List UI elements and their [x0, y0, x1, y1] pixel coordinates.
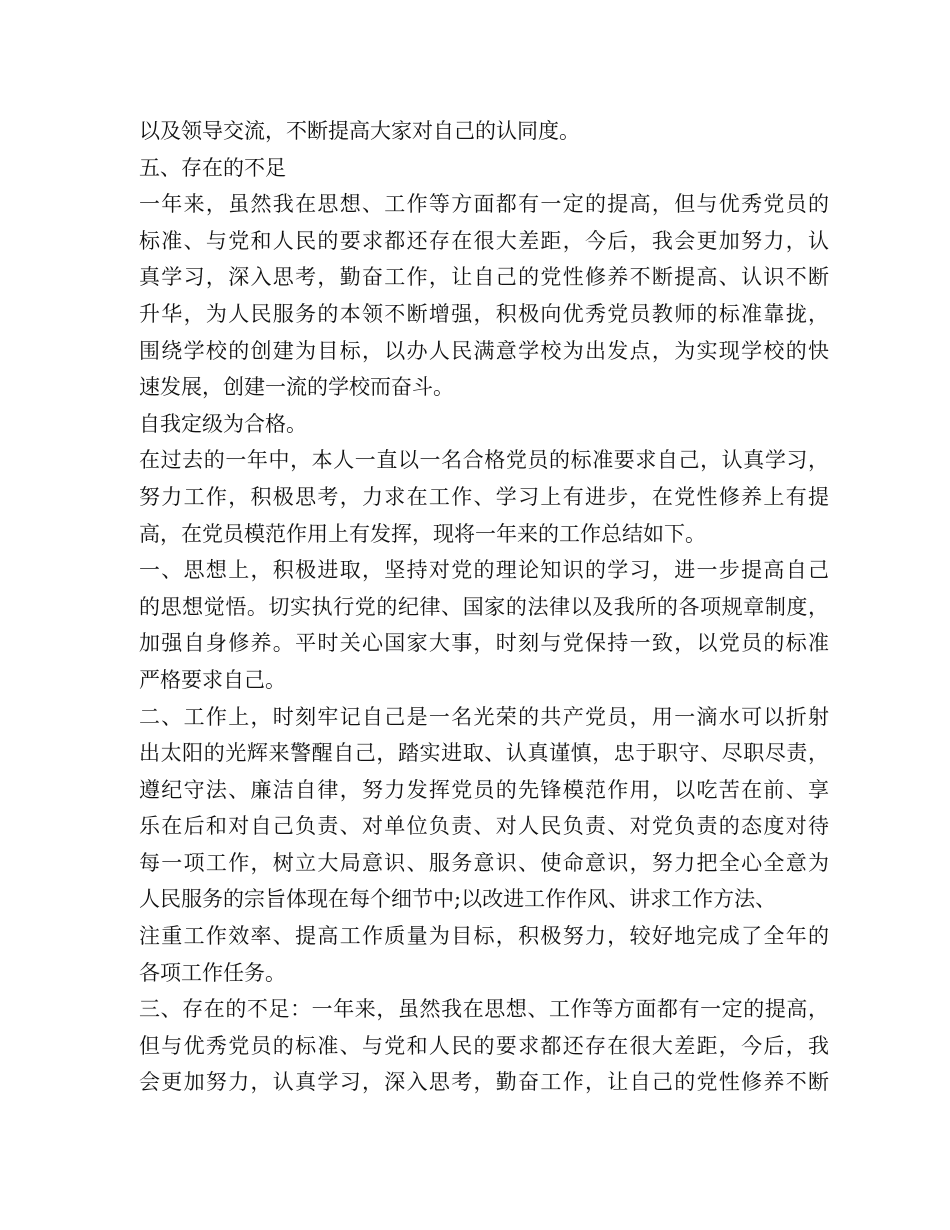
- text-line: 乐在后和对自己负责、对单位负责、对人民负责、对党负责的态度对待: [139, 814, 829, 839]
- text-line: 各项工作任务。: [139, 960, 286, 985]
- text-line: 高，在党员模范作用上有发挥，现将一年来的工作总结如下。: [139, 521, 706, 546]
- text-line: 在过去的一年中，本人一直以一名合格党员的标准要求自己，认真学习，: [139, 448, 829, 473]
- text-line: 以及领导交流，不断提高大家对自己的认同度。: [139, 119, 580, 143]
- text-line: 升华，为人民服务的本领不断增强，积极向优秀党员教师的标准靠拢，: [139, 301, 829, 326]
- text-line: 加强自身修养。平时关心国家大事，时刻与党保持一致，以党员的标准: [139, 631, 829, 656]
- text-line: 人民服务的宗旨体现在每个细节中;以改进工作作风、讲求工作方法、: [139, 887, 777, 912]
- text-line: 遵纪守法、廉洁自律，努力发挥党员的先锋模范作用，以吃苦在前、享: [139, 777, 829, 802]
- text-line: 自我定级为合格。: [139, 411, 307, 436]
- text-line: 速发展，创建一流的学校而奋斗。: [139, 375, 454, 400]
- text-line: 二、工作上，时刻牢记自己是一名光荣的共产党员，用一滴水可以折射: [139, 704, 829, 729]
- document-body: [139, 113, 829, 1101]
- text-line: 一、思想上，积极进取，坚持对党的理论知识的学习，进一步提高自己: [139, 558, 829, 583]
- text-line: 真学习，深入思考，勤奋工作，让自己的党性修养不断提高、认识不断: [139, 265, 829, 290]
- text-line: 一年来，虽然我在思想、工作等方面都有一定的提高，但与优秀党员的: [139, 192, 829, 217]
- text-line: 围绕学校的创建为目标，以办人民满意学校为出发点，为实现学校的快: [139, 338, 829, 363]
- text-line: 严格要求自己。: [139, 667, 286, 692]
- text-line: 努力工作，积极思考，力求在工作、学习上有进步，在党性修养上有提: [139, 484, 829, 509]
- text-line: 标准、与党和人民的要求都还存在很大差距，今后，我会更加努力，认: [139, 228, 829, 253]
- text-line: 出太阳的光辉来警醒自己，踏实进取、认真谨慎，忠于职守、尽职尽责，: [139, 741, 829, 766]
- text-line: 注重工作效率、提高工作质量为目标，积极努力，较好地完成了全年的: [139, 924, 829, 949]
- text-line: 的思想觉悟。切实执行党的纪律、国家的法律以及我所的各项规章制度，: [139, 594, 829, 619]
- text-line: 三、存在的不足：一年来，虽然我在思想、工作等方面都有一定的提高，: [139, 997, 829, 1022]
- section-heading: 五、存在的不足: [139, 155, 286, 180]
- text-line: 每一项工作，树立大局意识、服务意识、使命意识，努力把全心全意为: [139, 850, 829, 875]
- text-line: 会更加努力，认真学习，深入思考，勤奋工作，让自己的党性修养不断: [139, 1070, 829, 1095]
- text-line: 但与优秀党员的标准、与党和人民的要求都还存在很大差距，今后，我: [139, 1033, 829, 1058]
